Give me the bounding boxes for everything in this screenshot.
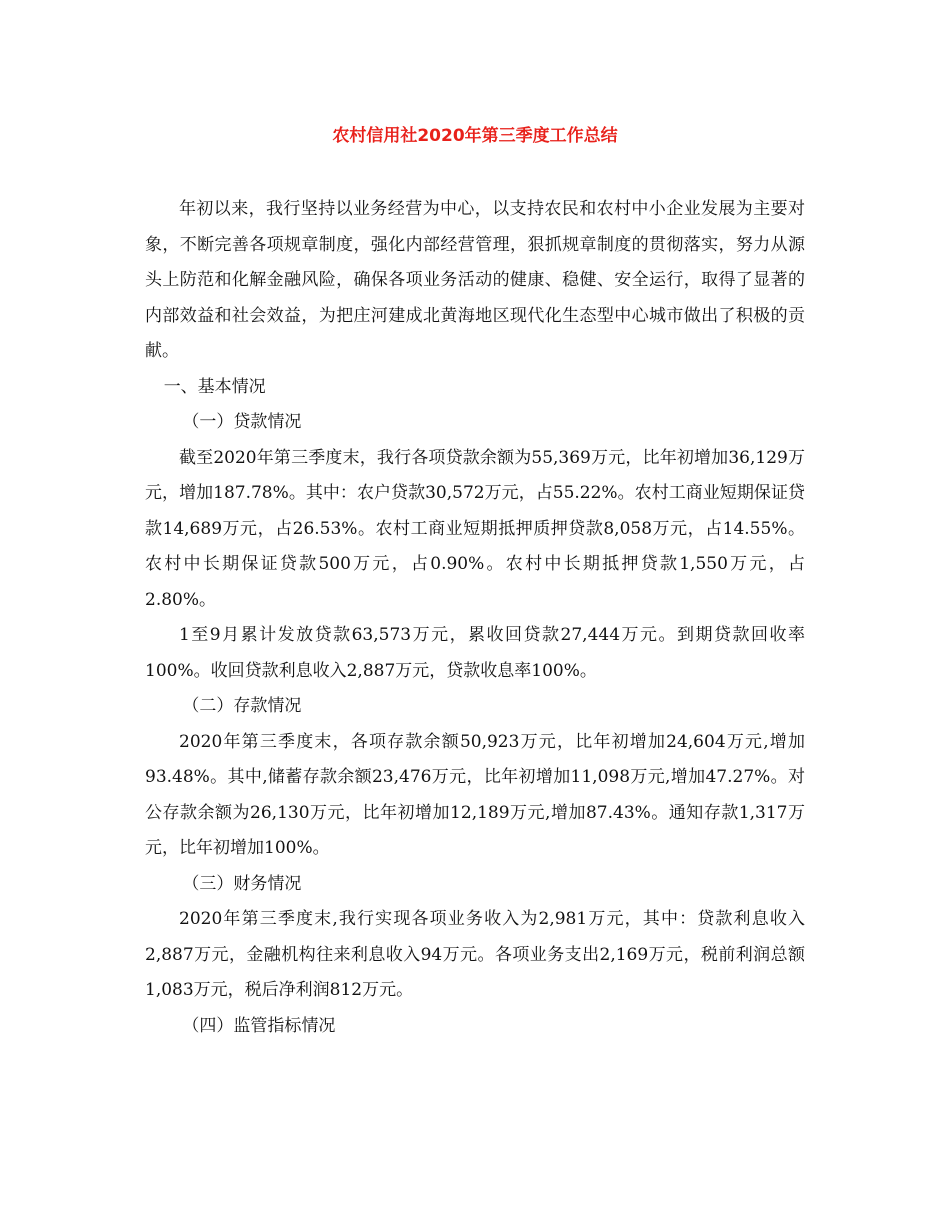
intro-paragraph: 年初以来，我行坚持以业务经营为中心，以支持农民和农村中小企业发展为主要对象，不断完善各项规章制度，强化内部经营管理，狠抓规章制度的贯彻落实，努力从源头上防范和化解金融风险，确保各项业务活动的健康、稳健、安全运行，取得了显著的内部效益和社会效益，为把庄河建成北黄海地区现代化生态型中心城市做出了积极的贡献。 — [145, 199, 805, 361]
deposits-paragraph: 2020年第三季度末，各项存款余额50,923万元，比年初增加24,604万元,增加93.48%。其中,储蓄存款余额23,476万元，比年初增加11,098万元,增加47.27%。对公存款余额为26,130万元，比年初增加12,189万元,增加87.43%。通知存款1,317万元，比年初增加100%。 — [145, 731, 805, 858]
subheading-loans: （一）贷款情况 — [182, 412, 302, 432]
document-title: 农村信用社2020年第三季度工作总结 — [332, 126, 618, 146]
loans-paragraph: 截至2020年第三季度末，我行各项贷款余额为55,369万元，比年初增加36,129万元，增加187.78%。其中：农户贷款30,572万元，占55.22%。农村工商业短期保证贷款14,689万元，占26.53%。农村工商业短期抵押质押贷款8,058万元，占14.55%。农村中长期保证贷款500万元，占0.90%。农村中长期抵押贷款1,550万元，占2.80%。 — [145, 447, 805, 610]
finance-paragraph: 2020年第三季度末,我行实现各项业务收入为2,981万元，其中：贷款利息收入2,887万元，金融机构往来利息收入94万元。各项业务支出2,169万元，税前利润总额1,083万元，税后净利润812万元。 — [145, 909, 805, 1000]
loan-collection-paragraph: 1至9月累计发放贷款63,573万元，累收回贷款27,444万元。到期贷款回收率100%。收回贷款利息收入2,887万元，贷款收息率100%。 — [145, 625, 805, 681]
document-body — [145, 192, 805, 1044]
subheading-regulatory: （四）监管指标情况 — [182, 1015, 336, 1036]
subheading-deposits: （二）存款情况 — [182, 696, 302, 716]
subheading-finance: （三）财务情况 — [182, 873, 302, 894]
section-heading-basic: 一、基本情况 — [163, 376, 266, 397]
